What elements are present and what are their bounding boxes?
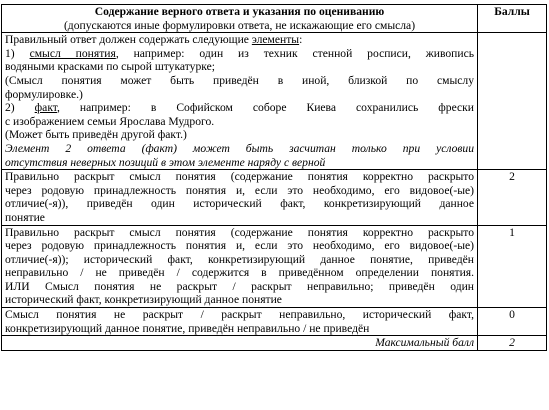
criterion-line: отличие(-я)); исторический факт, конкретизирующий данное понятие, приведён: [5, 252, 474, 266]
criterion-text: [2, 308, 478, 336]
answer-intro-colon: :: [299, 33, 303, 47]
table-header-row: [2, 5, 547, 33]
answer-intro-elements: элементы: [251, 33, 300, 47]
criterion-text: [2, 225, 478, 308]
criterion-line: исторический факт, конкретизирующий данное понятие: [5, 293, 282, 307]
warning-line-1: Элемент 2 ответа (факт) может быть засчитан только при условии: [5, 141, 474, 155]
criterion-row: [2, 225, 547, 308]
criterion-score: 1: [478, 225, 547, 308]
criterion-line: ИЛИ Смысл понятия не раскрыт / раскрыт неправильно; приведён один: [5, 279, 474, 293]
element-2-text-a: , например: в Софийском соборе Киева сохранились фрески: [57, 101, 474, 115]
criterion-line: понятие: [5, 210, 45, 224]
element-2-term: факт: [34, 101, 58, 115]
criterion-line: неправильно / не приведён / содержится в приведённом определении понятия.: [5, 266, 474, 280]
element-1-line-2: водяными красками по сырой штукатурке;: [5, 60, 215, 74]
header-cell: [2, 5, 478, 33]
element-1-number: 1): [5, 46, 30, 60]
criterion-row: [2, 308, 547, 336]
criterion-line: через родовую принадлежность понятия и, если это необходимо, его видовое(-ые): [5, 183, 474, 197]
element-1-note-1: (Смысл понятия может быть приведён в иной, близкой по смыслу: [5, 73, 474, 87]
element-2-number: 2): [5, 101, 35, 115]
criterion-line: через родовую принадлежность понятия и, если это необходимо, его видовое(-ые): [5, 239, 474, 253]
answer-intro: [5, 33, 474, 47]
element-2-line-2: с изображением семьи Ярослава Мудрого.: [5, 114, 215, 128]
max-score-value: 2: [478, 336, 547, 351]
element-2-line-1: [5, 101, 474, 115]
element-1-line-1: [5, 47, 474, 61]
max-score-row: [2, 336, 547, 351]
warning-line-2: отсутствия неверных позиций в этом элементе наряду с верной: [5, 155, 326, 169]
answer-intro-text: Правильный ответ должен содержать следующие: [5, 33, 252, 47]
score-header: Баллы: [478, 5, 547, 33]
element-1-note-2: формулировке.): [5, 87, 83, 101]
element-1-text-a: , например: один из техник стенной росписи, живопись: [115, 46, 475, 60]
answer-score-cell: [478, 33, 547, 170]
element-2-note: (Может быть приведён другой факт.): [5, 128, 187, 142]
criterion-score: 2: [478, 170, 547, 225]
answer-row: [2, 33, 547, 170]
criterion-text: [2, 170, 478, 225]
criterion-line: Правильно раскрыт смысл понятия (содержание понятия корректно раскрыто: [5, 170, 474, 184]
criterion-line: Правильно раскрыт смысл понятия (содержание понятия корректно раскрыто: [5, 225, 474, 239]
criterion-score: 0: [478, 308, 547, 336]
answer-content: [2, 33, 478, 170]
criterion-row: [2, 170, 547, 225]
element-1-term: смысл понятия: [29, 46, 116, 60]
criterion-line: отличие(-я)), приведён один исторический факт, конкретизирующий данное: [5, 197, 474, 211]
header-subtitle: (допускаются иные формулировки ответа, не искажающие его смысла): [63, 18, 416, 32]
grading-criteria-table: [1, 4, 547, 351]
criterion-line: конкретизирующий данное понятие, приведён неправильно / не приведён: [5, 321, 370, 335]
criterion-line: Смысл понятия не раскрыт / раскрыт неправильно, исторический факт,: [5, 308, 474, 322]
header-title: Содержание верного ответа и указания по оцениванию: [94, 5, 385, 18]
max-score-label: Максимальный балл: [2, 336, 478, 351]
